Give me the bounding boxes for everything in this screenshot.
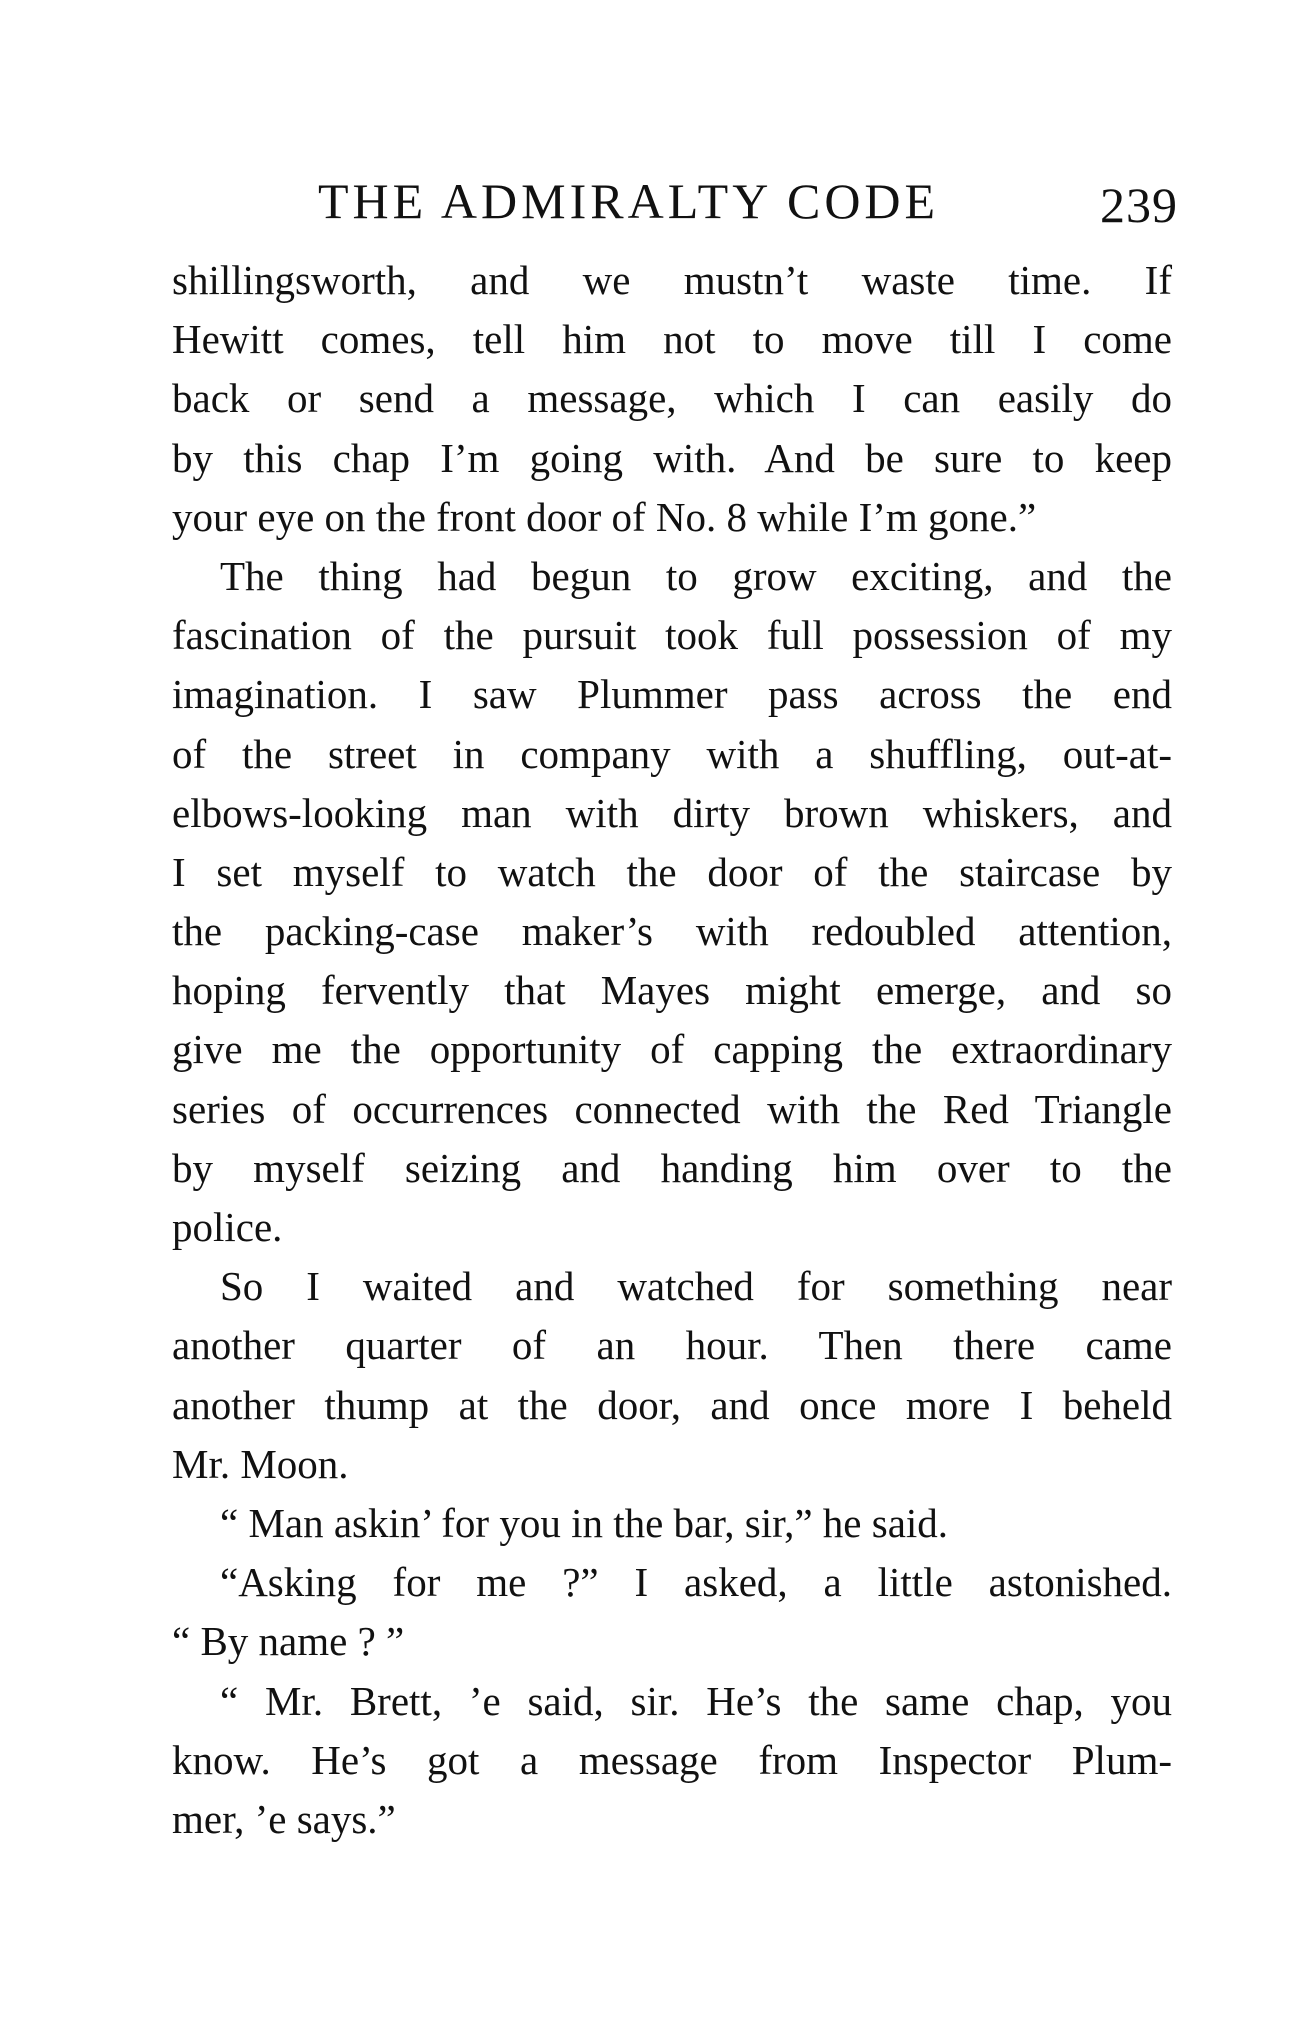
body-text <box>172 251 1172 1849</box>
text-line: Hewitt comes, tell him not to move till I come <box>172 316 1172 363</box>
text-line: back or send a message, which I can easily do <box>172 375 1172 422</box>
text-line: series of occurrences connected with the Red Triangle <box>172 1085 1172 1132</box>
text-line: the packing-case maker’s with redoubled attention, <box>172 908 1172 955</box>
text-line: The thing had begun to grow exciting, and the <box>220 552 1172 599</box>
text-line: another thump at the door, and once more I beheld <box>172 1381 1172 1428</box>
text-line: “ Man askin’ for you in the bar, sir,” he said. <box>220 1499 949 1546</box>
text-line: So I waited and watched for something near <box>220 1263 1172 1310</box>
text-line: give me the opportunity of capping the extraordinary <box>172 1026 1172 1073</box>
text-line: know. He’s got a message from Inspector Plum- <box>172 1736 1172 1783</box>
text-line: police. <box>172 1204 283 1250</box>
text-line: hoping fervently that Mayes might emerge, and so <box>172 967 1172 1014</box>
text-line: I set myself to watch the door of the staircase by <box>172 848 1172 895</box>
running-head <box>318 166 1178 236</box>
text-line: by myself seizing and handing him over to the <box>172 1144 1172 1191</box>
text-line: by this chap I’m going with. And be sure to keep <box>172 434 1172 481</box>
text-line: “ Mr. Brett, ’e said, sir. He’s the same chap, you <box>220 1677 1172 1724</box>
text-line: your eye on the front door of No. 8 while I’m gone.” <box>172 493 1037 540</box>
page-number: 239 <box>1100 177 1178 233</box>
text-line: “ By name ? ” <box>172 1618 405 1665</box>
text-line: imagination. I saw Plummer pass across the end <box>172 671 1172 718</box>
text-line: elbows-looking man with dirty brown whiskers, and <box>172 789 1172 836</box>
text-line: mer, ’e says.” <box>172 1795 396 1842</box>
text-line: Mr. Moon. <box>172 1440 349 1487</box>
text-line: shillingsworth, and we mustn’t waste time. If <box>172 257 1172 303</box>
text-line: “Asking for me ?” I asked, a little astonished. <box>220 1559 1172 1606</box>
text-line: of the street in company with a shuffling, out-at- <box>172 730 1172 777</box>
text-line: another quarter of an hour. Then there came <box>172 1322 1172 1369</box>
text-line: fascination of the pursuit took full possession of my <box>172 612 1172 659</box>
running-title: THE ADMIRALTY CODE <box>318 173 940 229</box>
